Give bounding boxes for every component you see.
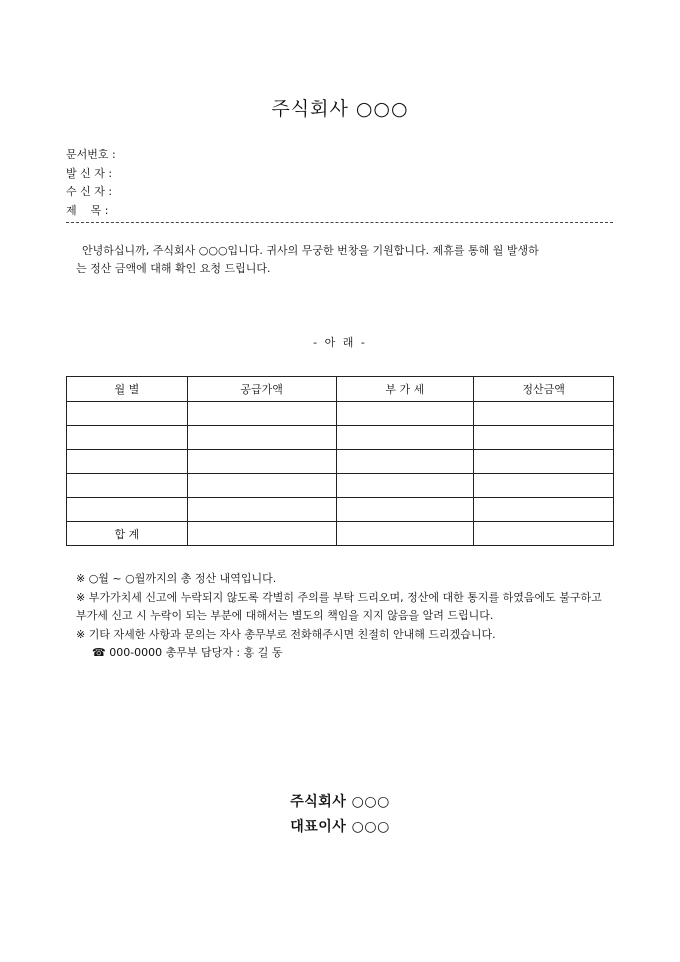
notice-heading: - 아 래 - — [313, 336, 367, 349]
closing-signature — [0, 790, 680, 840]
table-cell[interactable] — [336, 402, 474, 426]
table-cell[interactable] — [336, 450, 474, 474]
total-label: 합 계 — [67, 522, 188, 546]
table-row — [67, 498, 614, 522]
table-row — [67, 402, 614, 426]
note-inquiry: ※ 기타 자세한 사항과 문의는 자사 총무부로 전화해주시면 친절히 안내해 드리겠습니다. — [76, 627, 496, 641]
document-title: 주식회사 ○○○ — [271, 98, 409, 120]
sender-label: 발 신 자 : — [66, 166, 113, 180]
header-month: 월 별 — [67, 377, 188, 402]
table-cell[interactable] — [187, 474, 336, 498]
table-row — [67, 474, 614, 498]
table-cell[interactable] — [474, 450, 614, 474]
table-cell[interactable] — [336, 474, 474, 498]
header-vat: 부 가 세 — [336, 377, 474, 402]
table-cell[interactable] — [474, 522, 614, 546]
notes-section — [76, 570, 606, 663]
greeting-line-1: 안녕하십니까, 주식회사 ○○○입니다. 귀사의 무궁한 번창을 기원합니다. 제휴를 통해 월 발생하 — [82, 244, 539, 257]
doc-number-label: 문서번호 : — [66, 148, 116, 161]
table-row — [67, 450, 614, 474]
note-vat-warning: ※ 부가가치세 신고에 누락되지 않도록 각별히 주의를 부탁 드리오며, 정산에 대한 통지를 하였음에도 불구하고 부가세 신고 시 누락이 되는 부분에 대해서는 별도의 책임을 지지 않음을 알려 드립니다. — [76, 590, 602, 622]
greeting-line-2: 는 정산 금액에 대해 확인 요청 드립니다. — [76, 262, 271, 275]
table-cell[interactable] — [474, 474, 614, 498]
table-cell[interactable] — [187, 450, 336, 474]
table-cell[interactable] — [67, 402, 188, 426]
table-cell[interactable] — [67, 474, 188, 498]
table-row — [67, 426, 614, 450]
table-cell[interactable] — [336, 498, 474, 522]
greeting-paragraph — [66, 242, 606, 278]
header-supply-amount: 공급가액 — [187, 377, 336, 402]
contact-line — [76, 644, 606, 663]
receiver-label: 수 신 자 : — [66, 185, 113, 198]
phone-icon: ☎ — [92, 646, 106, 659]
table-cell[interactable] — [187, 522, 336, 546]
table-cell[interactable] — [474, 498, 614, 522]
settlement-table — [66, 376, 614, 546]
contact-text: 000-0000 총무부 담당자 : 홍 길 동 — [109, 646, 283, 659]
document-meta — [66, 146, 116, 220]
table-cell[interactable] — [187, 426, 336, 450]
table-total-row — [67, 522, 614, 546]
table-cell[interactable] — [67, 426, 188, 450]
header-settlement-amount: 정산금액 — [474, 377, 614, 402]
table-cell[interactable] — [187, 498, 336, 522]
table-cell[interactable] — [474, 426, 614, 450]
note-period: ※ ○월 ~ ○월까지의 총 정산 내역입니다. — [76, 572, 277, 585]
table-cell[interactable] — [187, 402, 336, 426]
table-cell[interactable] — [474, 402, 614, 426]
closing-company: 주식회사 ○○○ — [290, 794, 390, 810]
closing-ceo: 대표이사 ○○○ — [290, 819, 390, 835]
dashed-divider — [66, 222, 613, 223]
table-header-row — [67, 377, 614, 402]
subject-label: 제 목 : — [66, 203, 109, 217]
table-cell[interactable] — [67, 498, 188, 522]
table-cell[interactable] — [67, 450, 188, 474]
table-cell[interactable] — [336, 522, 474, 546]
table-cell[interactable] — [336, 426, 474, 450]
